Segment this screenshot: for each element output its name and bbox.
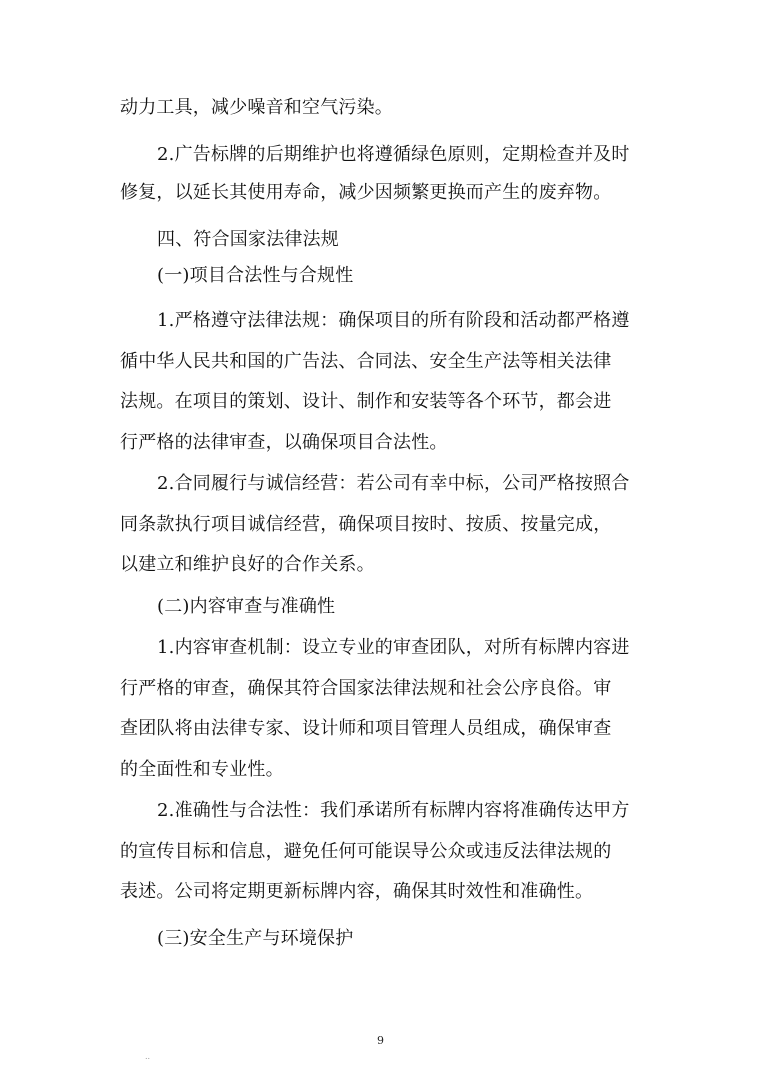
text-line: 同条款执行项目诚信经营，确保项目按时、按质、按量完成， (120, 514, 612, 535)
text-line: 1.内容审查机制：设立专业的审查团队，对所有标牌内容进 (157, 637, 630, 658)
text-line: 2.准确性与合法性：我们承诺所有标牌内容将准确传达甲方 (157, 800, 630, 821)
text-line: 2.广告标牌的后期维护也将遵循绿色原则，定期检查并及时 (157, 144, 630, 165)
subsection-heading: (二)内容审查与准确性 (157, 596, 336, 617)
page-number: 9 (377, 1034, 384, 1047)
text-line: 查团队将由法律专家、设计师和项目管理人员组成，确保审查 (120, 718, 612, 739)
text-line: 修复，以延长其使用寿命，减少因频繁更换而产生的废弃物。 (120, 182, 612, 203)
text-line: 1.严格遵守法律法规：确保项目的所有阶段和活动都严格遵 (157, 310, 630, 331)
footer-mark: .. (145, 1052, 151, 1061)
text-line: 2.合同履行与诚信经营：若公司有幸中标，公司严格按照合 (157, 473, 630, 494)
subsection-heading: (一)项目合法性与合规性 (157, 265, 354, 286)
text-line: 表述。公司将定期更新标牌内容，确保其时效性和准确性。 (120, 881, 594, 902)
text-line: 动力工具，减少噪音和空气污染。 (120, 97, 393, 118)
text-line: 循中华人民共和国的广告法、合同法、安全生产法等相关法律 (120, 351, 612, 372)
text-line: 法规。在项目的策划、设计、制作和安装等各个环节，都会进 (120, 391, 612, 412)
section-heading: 四、符合国家法律法规 (157, 229, 339, 250)
subsection-heading: (三)安全生产与环境保护 (157, 928, 354, 949)
text-line: 行严格的法律审查，以确保项目合法性。 (120, 432, 448, 453)
text-line: 的全面性和专业性。 (120, 759, 284, 780)
text-line: 的宣传目标和信息，避免任何可能误导公众或违反法律法规的 (120, 841, 612, 862)
text-line: 行严格的审查，确保其符合国家法律法规和社会公序良俗。审 (120, 678, 612, 699)
text-line: 以建立和维护良好的合作关系。 (120, 554, 375, 575)
